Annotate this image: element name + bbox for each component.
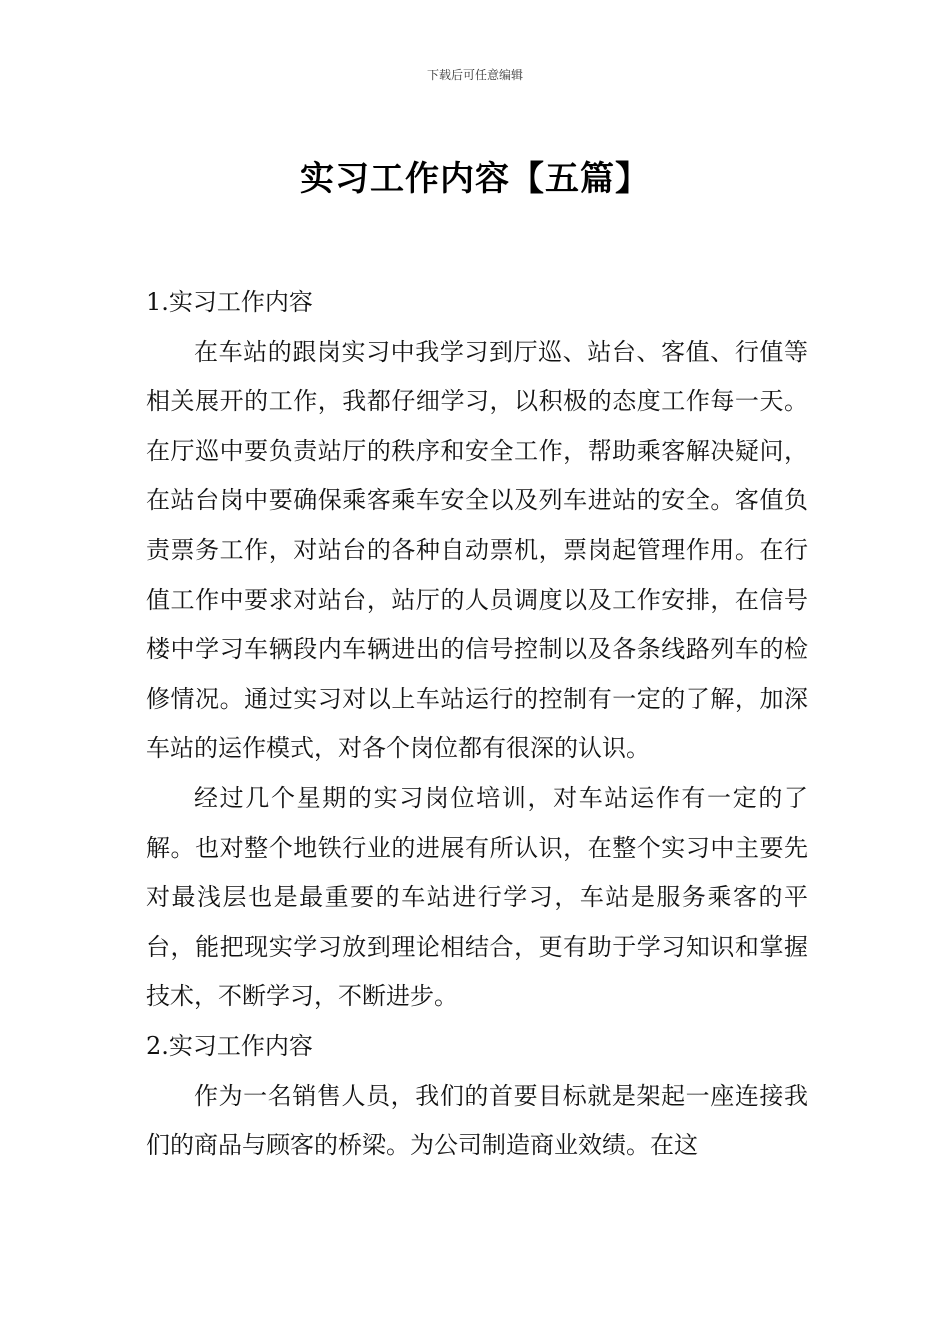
section-heading: 2.实习工作内容 — [146, 1031, 313, 1060]
section-heading: 1.实习工作内容 — [146, 288, 313, 316]
paragraph: 在车站的跟岗实习中我学习到厅巡、站台、客值、行值等相关展开的工作，我都仔细学习，以积极的态度工作每一天。在厅巡中要负责站厅的秩序和安全工作，帮助乘客解决疑问，在站台岗中要确保乘客乘车安全以及列车进站的安全。客值负责票务工作，对站台的各种自动票机，票岗起管理作用。在行值工作中要求对站台，站厅的人员调度以及工作安排，在信号楼中学习车辆段内车辆进出的信号控制以及各条线路列车的检修情况。通过实习对以上车站运行的控制有一定的了解，加深车站的运作模式，对各个岗位都有很深的认识。 — [146, 337, 808, 763]
document-body — [146, 278, 808, 1171]
document-title: 实习工作内容【五篇】 — [300, 158, 650, 199]
paragraph: 经过几个星期的实习岗位培训，对车站运作有一定的了解。也对整个地铁行业的进展有所认识，在整个实习中主要先对最浅层也是最重要的车站进行学习，车站是服务乘客的平台，能把现实学习放到理论相结合，更有助于学习知识和掌握技术，不断学习，不断进步。 — [146, 783, 808, 1011]
section-1 — [146, 278, 808, 1022]
section-2 — [146, 1022, 808, 1171]
page-header-note: 下载后可任意编辑 — [426, 68, 523, 82]
paragraph: 作为一名销售人员，我们的首要目标就是架起一座连接我们的商品与顾客的桥梁。为公司制造商业效绩。在这 — [146, 1081, 808, 1160]
